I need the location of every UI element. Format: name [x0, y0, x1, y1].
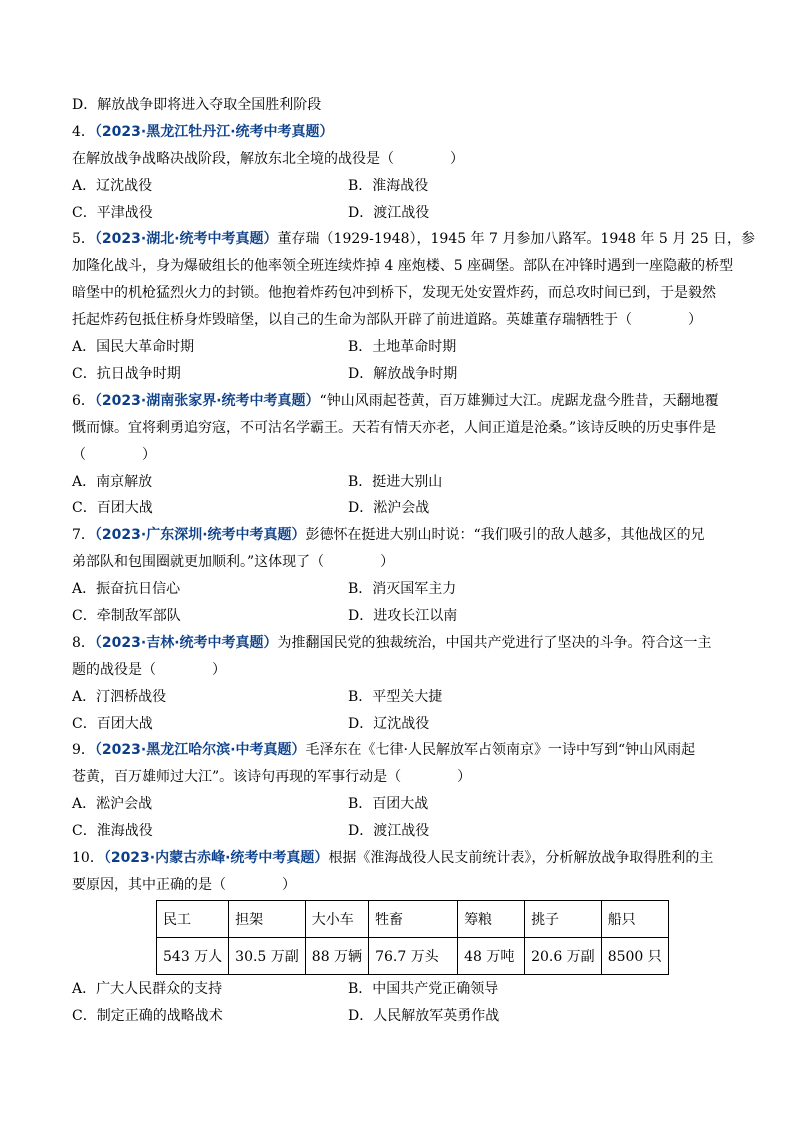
- question-number: 10．: [72, 849, 104, 866]
- table-cell: 543 万人: [157, 937, 229, 974]
- question-number: 9．: [72, 742, 95, 759]
- question-stem: [72, 630, 722, 684]
- option-a[interactable]: A．振奋抗日信心: [72, 581, 181, 598]
- option-d[interactable]: D．解放战争时期: [348, 365, 458, 382]
- stem-line: （ ）: [72, 446, 156, 463]
- stem-line: 为推翻国民党的独裁统治，中国共产党进行了坚决的斗争。符合这一主: [277, 634, 712, 651]
- table-header-cell: 筹粮: [458, 900, 525, 937]
- option-c[interactable]: C．百团大战: [72, 500, 153, 517]
- table-cell: 20.6 万副: [525, 937, 602, 974]
- table-header-cell: 大小车: [305, 900, 368, 937]
- options: [72, 976, 722, 1030]
- question-stem: [72, 119, 722, 173]
- table-row: [157, 937, 669, 974]
- table-header-cell: 挑子: [525, 900, 602, 937]
- stem-line: 彭德怀在挺进大别山时说：“我们吸引的敌人越多，其他战区的兄: [305, 527, 705, 544]
- table-header-cell: 民工: [157, 900, 229, 937]
- question-8: [72, 630, 722, 738]
- option-a[interactable]: A．辽沈战役: [72, 177, 153, 194]
- stem-line: 根据《淮海战役人民支前统计表》，分析解放战争取得胜利的主: [328, 849, 714, 866]
- stem-line: 在解放战争战略决战阶段，解放东北全境的战役是（ ）: [72, 150, 464, 167]
- option-c[interactable]: C．百团大战: [72, 715, 153, 732]
- table-cell: 8500 只: [601, 937, 668, 974]
- question-stem: [72, 522, 722, 576]
- question-number: 7．: [72, 527, 95, 544]
- option-a[interactable]: A．汀泗桥战役: [72, 688, 167, 705]
- table-header-row: [157, 900, 669, 937]
- question-stem: [72, 226, 756, 334]
- table-header-cell: 船只: [601, 900, 668, 937]
- option-b[interactable]: B．消灭国军主力: [348, 581, 457, 598]
- stem-line: 董存瑞（1929-1948），1945 年 7 月参加八路军。1948 年 5 月 25 日，参: [277, 231, 756, 248]
- stem-line: 暗堡中的机枪猛烈火力的封锁。他抱着炸药包冲到桥下，发现无处安置炸药，而总攻时间已到，于是毅然: [72, 285, 716, 302]
- question-5: [72, 226, 756, 387]
- options: [72, 791, 722, 845]
- stem-line: 要原因，其中正确的是（ ）: [72, 876, 296, 893]
- question-7: [72, 522, 722, 630]
- table-cell: 88 万辆: [305, 937, 368, 974]
- option-d[interactable]: D．人民解放军英勇作战: [348, 1007, 500, 1024]
- option-d-previous: D．解放战争即将进入夺取全国胜利阶段: [72, 97, 322, 113]
- table-header-cell: 牲畜: [369, 900, 458, 937]
- options: [72, 684, 722, 738]
- option-a[interactable]: A．广大人民群众的支持: [72, 980, 223, 997]
- table-cell: 30.5 万副: [229, 937, 306, 974]
- stem-line: “钟山风雨起苍黄，百万雄狮过大江。虎踞龙盘今胜昔，天翻地覆: [319, 392, 719, 409]
- question-number: 4．: [72, 123, 95, 140]
- option-c[interactable]: C．淮海战役: [72, 823, 153, 840]
- options: [72, 334, 722, 388]
- option-b[interactable]: B．中国共产党正确领导: [348, 980, 499, 997]
- option-c[interactable]: C．制定正确的战略战术: [72, 1007, 223, 1024]
- support-statistics-table: [156, 900, 669, 975]
- option-b[interactable]: B．淮海战役: [348, 177, 429, 194]
- stem-line: 加隆化战斗，身为爆破组长的他率领全班连续炸掉 4 座炮楼、5 座碉堡。部队在冲锋时遇到一座隐蔽的桥型: [72, 258, 734, 275]
- table-cell: 48 万吨: [458, 937, 525, 974]
- option-a[interactable]: A．国民大革命时期: [72, 339, 195, 356]
- option-d[interactable]: D．辽沈战役: [348, 715, 430, 732]
- option-d[interactable]: D．进攻长江以南: [348, 607, 458, 624]
- table-header-cell: 担架: [229, 900, 306, 937]
- option-c[interactable]: C．牵制敌军部队: [72, 607, 181, 624]
- option-b[interactable]: B．百团大战: [348, 796, 429, 813]
- question-source: （2023·吉林·统考中考真题）: [94, 634, 278, 651]
- question-number: 6．: [72, 392, 95, 409]
- question-9: [72, 737, 722, 845]
- option-a[interactable]: A．淞沪会战: [72, 796, 153, 813]
- stem-line: 苍黄，百万雄师过大江”。该诗句再现的军事行动是（ ）: [72, 769, 472, 786]
- option-d[interactable]: D．渡江战役: [348, 823, 430, 840]
- option-a[interactable]: A．南京解放: [72, 473, 153, 490]
- options: [72, 173, 722, 227]
- question-number: 8．: [72, 634, 95, 651]
- stem-line: 弟部队和包围圈就更加顺利。”这体现了（ ）: [72, 554, 395, 571]
- question-number: 5．: [72, 231, 95, 248]
- option-b[interactable]: B．平型关大捷: [348, 688, 443, 705]
- question-source: （2023·广东深圳·统考中考真题）: [94, 527, 306, 544]
- option-b[interactable]: B．土地革命时期: [348, 339, 457, 356]
- option-b[interactable]: B．挺进大别山: [348, 473, 443, 490]
- options: [72, 576, 722, 630]
- options: [72, 469, 722, 523]
- question-source: （2023·黑龙江牡丹江·统考中考真题）: [94, 123, 334, 140]
- question-source: （2023·湖北·统考中考真题）: [94, 231, 278, 248]
- option-d[interactable]: D．淞沪会战: [348, 500, 430, 517]
- option-d[interactable]: D．渡江战役: [348, 204, 430, 221]
- stem-line: 托起炸药包抵住桥身炸毁暗堡，以自己的生命为部队开辟了前进道路。英雄董存瑞牺牲于（ ）: [72, 312, 702, 329]
- question-4: [72, 119, 722, 227]
- question-6: [72, 388, 722, 522]
- question-stem: [72, 388, 722, 469]
- question-source: （2023·内蒙古赤峰·统考中考真题）: [103, 849, 329, 866]
- option-c[interactable]: C．平津战役: [72, 204, 153, 221]
- question-stem: [72, 737, 722, 791]
- question-source: （2023·黑龙江哈尔滨·中考真题）: [94, 742, 306, 759]
- option-c[interactable]: C．抗日战争时期: [72, 365, 181, 382]
- stem-line: 毛泽东在《七律·人民解放军占领南京》一诗中写到“钟山风雨起: [305, 742, 696, 759]
- question-stem: [72, 845, 722, 899]
- question-source: （2023·湖南张家界·统考中考真题）: [94, 392, 320, 409]
- stem-line: 慨而慷。宜将剩勇追穷寇，不可沽名学霸王。天若有情天亦老，人间正道是沧桑。”该诗反映的历史事件是: [72, 419, 717, 436]
- question-10: [72, 845, 722, 1030]
- question-page: [72, 92, 756, 1030]
- stem-line: 题的战役是（ ）: [72, 661, 226, 678]
- table-cell: 76.7 万头: [369, 937, 458, 974]
